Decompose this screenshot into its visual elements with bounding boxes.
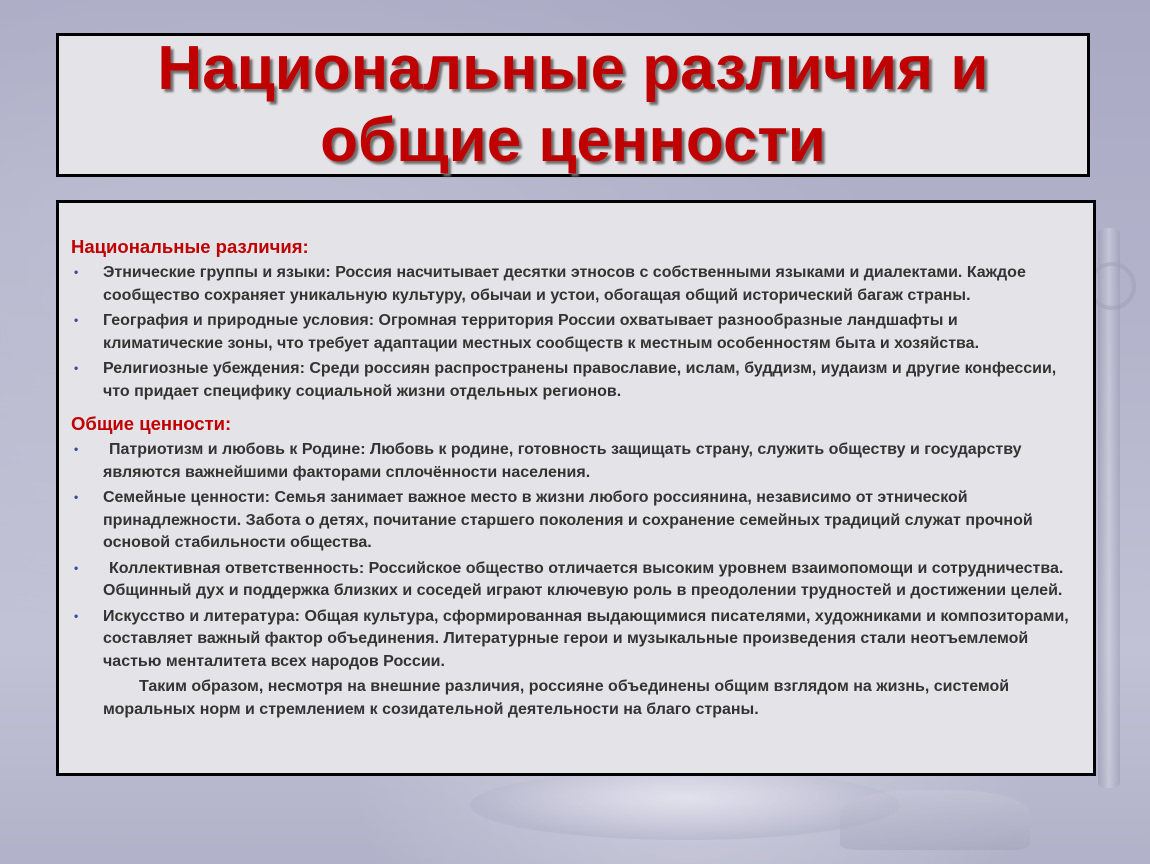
slide-title-line-1: Национальные различия и [157, 34, 989, 103]
list-item-text: Этнические группы и языки: Россия насчитывает десятки этносов с собственными языками и диалектами. Каждое сообщество сохраняет уникальную культуру, обычаи и устои, обогащая общий исторический багаж страны. [103, 264, 1026, 304]
list-item [71, 262, 1079, 307]
list-item [71, 606, 1079, 674]
slide-title-line-2: общие ценности [320, 106, 826, 175]
bullet-dot-icon: • [74, 265, 79, 279]
slide-title-box [56, 33, 1090, 177]
bullet-dot-icon: • [74, 560, 79, 575]
list-item [71, 558, 1079, 603]
bullet-dot-icon: • [74, 442, 79, 456]
list-item [71, 310, 1079, 355]
list-item-text: Патриотизм и любовь к Родине: Любовь к родине, готовность защищать страну, служить обществу и государству являются важнейшими факторами сплочённости населения. [103, 441, 1022, 481]
list-item-text: Семейные ценности: Семья занимает важное место в жизни любого россиянина, независимо от этнической принадлежности. Забота о детях, почитание старшего поколения и сохранение семейных традиций служат прочной основой стабильности общества. [103, 489, 1033, 551]
common-values-list [71, 439, 1079, 673]
section-heading-common-values: Общие ценности: [71, 413, 232, 434]
list-item-text: Коллективная ответственность: Российское общество отличается высоким уровнем взаимопомощи и сотрудничества. Общинный дух и поддержка близких и соседей играют ключевую роль в преодолении трудностей и достижении целей. [103, 559, 1064, 599]
list-item-text: География и природные условия: Огромная территория России охватывает разнообразные ландшафты и климатические зоны, что требует адаптации местных сообществ к местным особенностям быта и хозяйства. [103, 312, 980, 352]
bullet-dot-icon: • [74, 313, 79, 327]
background-scales-pillar [1098, 228, 1120, 788]
bullet-dot-icon: • [74, 490, 79, 504]
bullet-dot-icon: • [74, 608, 79, 623]
list-item [71, 439, 1079, 484]
background-scales-base [840, 790, 1030, 850]
slide-content-box [56, 200, 1096, 776]
list-item-text: Религиозные убеждения: Среди россиян распространены православие, ислам, буддизм, иудаизм и другие конфессии, что придает специфику социальной жизни отдельных регионов. [103, 360, 1057, 400]
list-item-text: Искусство и литература: Общая культура, сформированная выдающимися писателями, художниками и композиторами, составляет важный фактор объединения. Литературные герои и музыкальные произведения стали неотъемлемой частью менталитета всех народов России. [103, 607, 1069, 670]
list-item [71, 487, 1079, 555]
background-scales-dish [470, 770, 900, 840]
national-differences-list [71, 262, 1079, 403]
bullet-dot-icon: • [74, 361, 79, 375]
section-heading-national-differences: Национальные различия: [71, 236, 309, 257]
list-item [71, 358, 1079, 403]
conclusion-paragraph: Таким образом, несмотря на внешние различия, россияне объединены общим взглядом на жизнь, системой моральных норм и стремлением к созидательной деятельности на благо страны. [103, 678, 1010, 718]
